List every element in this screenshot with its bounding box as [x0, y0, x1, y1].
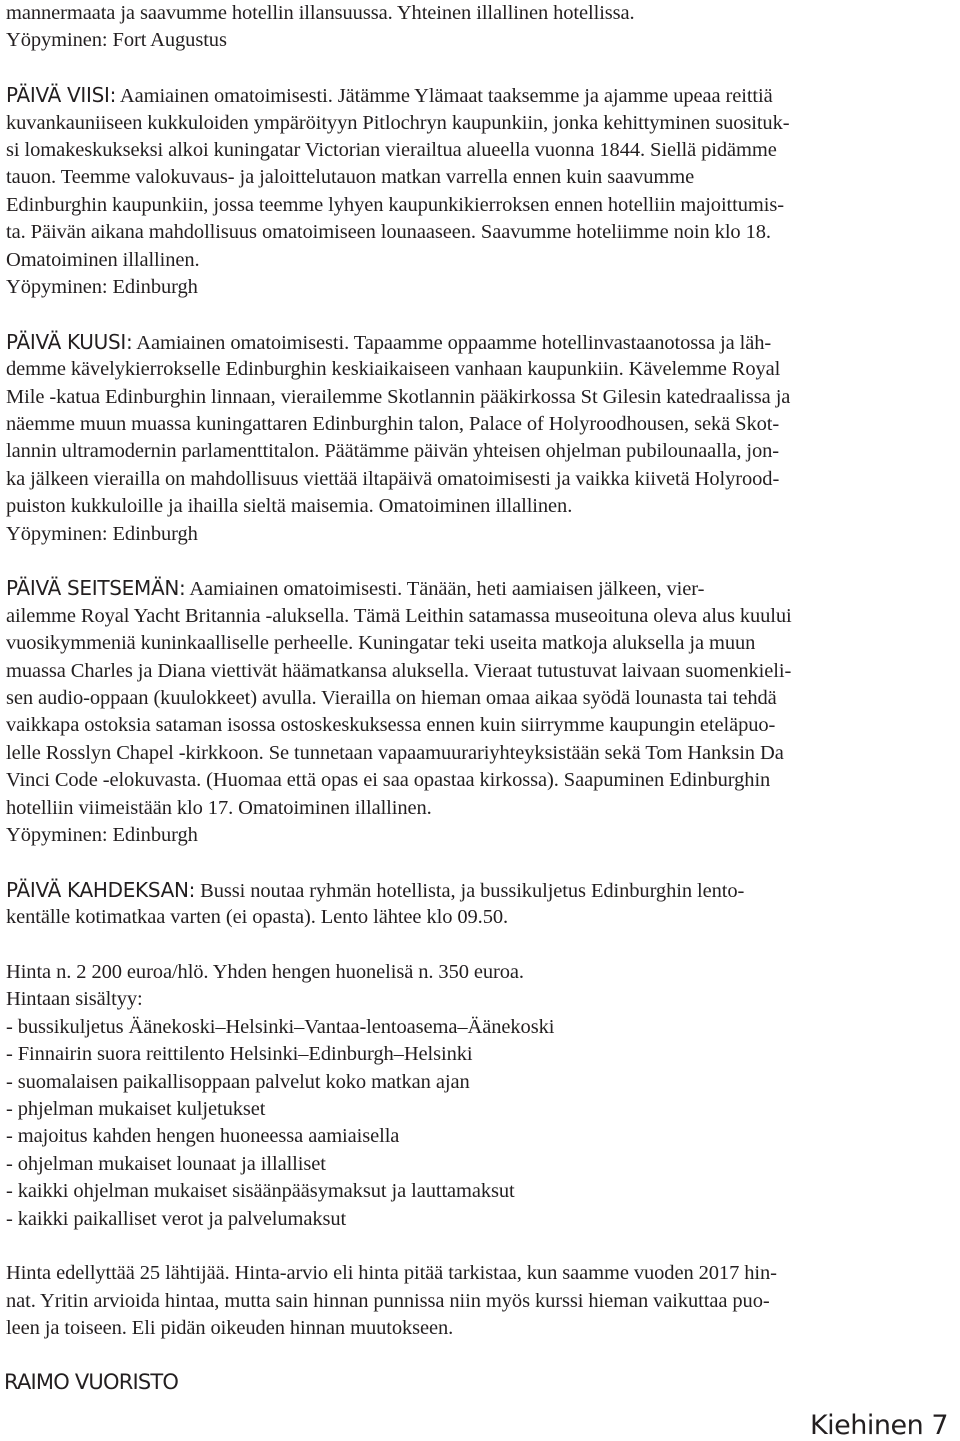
line-text: Yöpyminen: Fort Augustus [6, 29, 227, 52]
text-line [6, 466, 779, 493]
line-text: Bussi noutaa ryhmän hotellista, ja bussikuljetus Edinburghin lento- [195, 879, 745, 902]
text-line [6, 740, 784, 767]
line-text: vuosikymmeniä kuninkaalliselle perheelle. Kuningatar teki useita matkoja aluksella ja muun [6, 632, 756, 655]
line-text: Mile -katua Edinburghin linnaan, vierailemme Skotlannin pääkirkossa St Gilesin katedraalissa ja [6, 385, 791, 408]
line-text: Hintaan sisältyy: [6, 988, 143, 1011]
text-line [6, 329, 771, 357]
line-text: sen audio-oppaan (kuulokkeet) avulla. Vierailla on hieman omaa aikaa syödä lounasta tai tehdä [6, 687, 777, 709]
text-line [6, 1151, 326, 1178]
line-text: - kaikki ohjelman mukaiset sisäänpääsymaksut ja lauttamaksut [6, 1180, 515, 1203]
line-text: puiston kukkuloille ja ihailla sieltä maisemia. Omatoiminen illallinen. [6, 495, 573, 518]
text-line [6, 1123, 399, 1150]
text-line [6, 1178, 515, 1205]
line-text: - bussikuljetus Äänekoski–Helsinki–Vantaa-lentoasema–Äänekoski [6, 1015, 555, 1038]
text-line [6, 82, 773, 110]
line-text: ta. Päivän aikana mahdollisuus omatoimiseen lounaaseen. Saavumme hoteliimme noin klo 18. [6, 221, 771, 244]
line-text: Omatoiminen illallinen. [6, 248, 200, 271]
line-text: Aamiainen omatoimisesti. Tapaamme oppaamme hotellinvastaanotossa ja läh- [132, 331, 772, 354]
line-text: vaikkapa ostoksia sataman isossa ostoskeskuksessa ennen kuin siirrymme kaupungin eteläpuo- [6, 714, 776, 737]
line-text: muassa Charles ja Diana viettivät häämatkansa aluksella. Vieraat tutustuvat laivaan suomenkieli- [6, 659, 792, 682]
text-line [6, 192, 784, 219]
text-line [6, 274, 198, 301]
line-text: Yöpyminen: Edinburgh [6, 522, 198, 545]
text-line [6, 219, 771, 246]
text-line [6, 986, 143, 1013]
day-heading: PÄIVÄ VIISI: [6, 83, 117, 108]
text-line [6, 1206, 346, 1233]
text-line [6, 658, 791, 685]
line-text: tauon. Teemme valokuvaus- ja jaloittelutauon matkan varrella ennen kuin saavumme [6, 166, 695, 189]
text-line [6, 411, 779, 438]
text-line [6, 1315, 453, 1342]
line-text: kuvankauniiseen kukkuloiden ympäröityyn Pitlochryn kaupunkiin, jonka kehittyminen suosituk- [6, 111, 790, 134]
text-line [6, 767, 770, 794]
line-text: nat. Yritin arvioida hintaa, mutta sain hinnan punnissa niin myös kurssi hieman vaikuttaa puo- [6, 1289, 770, 1312]
text-line [6, 712, 775, 739]
text-line [6, 1014, 554, 1041]
day-heading: PÄIVÄ KAHDEKSAN: [6, 877, 196, 902]
line-text: demme kävelykierrokselle Edinburghin keskiaikaiseen vanhaan kaupunkiin. Kävelemme Royal [6, 358, 781, 381]
line-text: - majoitus kahden hengen huoneessa aamiaisella [6, 1125, 400, 1148]
line-text: Aamiainen omatoimisesti. Tänään, heti aamiaisen jälkeen, vier- [185, 578, 705, 601]
line-text: lelle Rosslyn Chapel -kirkkoon. Se tunnetaan vapaamuurariyhteyksistään sekä Tom Hanksin Da [6, 741, 784, 764]
line-text: näemme muun muassa kuningattaren Edinburghin talon, Palace of Holyroodhousen, sekä Skot- [6, 413, 780, 435]
line-text: - Finnairin suora reittilento Helsinki–Edinburgh–Helsinki [6, 1043, 473, 1066]
text-line [6, 1260, 777, 1287]
text-line [6, 1096, 265, 1123]
text-line [6, 575, 704, 603]
page-footer: Kiehinen 7 [809, 1410, 948, 1441]
line-text: lannin ultramodernin parlamenttitalon. Päätämme päivän yhteisen ohjelman pubilounaalla, jon- [6, 440, 779, 463]
text-line [6, 356, 780, 383]
line-text: si lomakeskukseksi alkoi kuningatar Victorian vierailtua alueella vuonna 1844. Siellä pidämme [6, 139, 777, 161]
text-line [6, 1288, 770, 1315]
line-text: Yöpyminen: Edinburgh [6, 276, 198, 298]
text-line [6, 493, 572, 520]
line-text: hotelliin viimeistään klo 17. Omatoiminen illallinen. [6, 796, 432, 819]
line-text: Aamiainen omatoimisesti. Jätämme Ylämaat taaksemme ja ajamme upeaa reittiä [116, 85, 773, 108]
day-heading: PÄIVÄ KUUSI: [6, 329, 133, 354]
text-line [6, 1041, 473, 1068]
author-signature: RAIMO VUORISTO [4, 1370, 179, 1394]
line-text: Edinburghin kaupunkiin, jossa teemme lyhyen kaupunkikierroksen ennen hotelliin majoittumis- [6, 193, 784, 216]
text-line [6, 877, 744, 905]
text-line [6, 0, 635, 27]
day-heading: PÄIVÄ SEITSEMÄN: [6, 576, 186, 601]
text-line [6, 384, 790, 411]
text-line [6, 904, 508, 931]
text-line [6, 137, 777, 164]
text-line [6, 521, 198, 548]
line-text: mannermaata ja saavumme hotellin illansuussa. Yhteinen illallinen hotellissa. [6, 2, 635, 24]
line-text: Hinta edellyttää 25 lähtijää. Hinta-arvio eli hinta pitää tarkistaa, kun saamme vuoden 2017 hin- [6, 1262, 777, 1285]
text-line [6, 630, 755, 657]
text-line [6, 27, 227, 54]
text-line [6, 959, 524, 986]
line-text: Yöpyminen: Edinburgh [6, 824, 198, 846]
text-line [6, 1069, 470, 1096]
text-line [6, 438, 779, 465]
line-text: Vinci Code -elokuvasta. (Huomaa että opas ei saa opastaa kirkossa). Saapuminen Edinburghin [6, 769, 771, 792]
text-line [6, 603, 792, 630]
line-text: ka jälkeen vierailla on mahdollisuus viettää iltapäivä omatoimisesti ja vaikka kiivetä Holyrood- [6, 467, 780, 490]
line-text: - suomalaisen paikallisoppaan palvelut koko matkan ajan [6, 1070, 470, 1093]
line-text: Hinta n. 2 200 euroa/hlö. Yhden hengen huonelisä n. 350 euroa. [6, 961, 524, 983]
text-line [6, 795, 432, 822]
text-line [6, 247, 200, 274]
line-text: ailemme Royal Yacht Britannia -aluksella. Tämä Leithin satamassa museoituna oleva alus kuului [6, 604, 792, 627]
line-text: - phjelman mukaiset kuljetukset [6, 1098, 266, 1120]
text-line [6, 110, 789, 137]
line-text: leen ja toiseen. Eli pidän oikeuden hinnan muutokseen. [6, 1317, 454, 1340]
line-text: kentälle kotimatkaa varten (ei opasta). Lento lähtee klo 09.50. [6, 906, 509, 929]
text-line [6, 164, 694, 191]
line-text: - ohjelman mukaiset lounaat ja illalliset [6, 1152, 326, 1175]
text-line [6, 822, 198, 849]
line-text: - kaikki paikalliset verot ja palvelumaksut [6, 1207, 347, 1230]
text-line [6, 685, 777, 712]
